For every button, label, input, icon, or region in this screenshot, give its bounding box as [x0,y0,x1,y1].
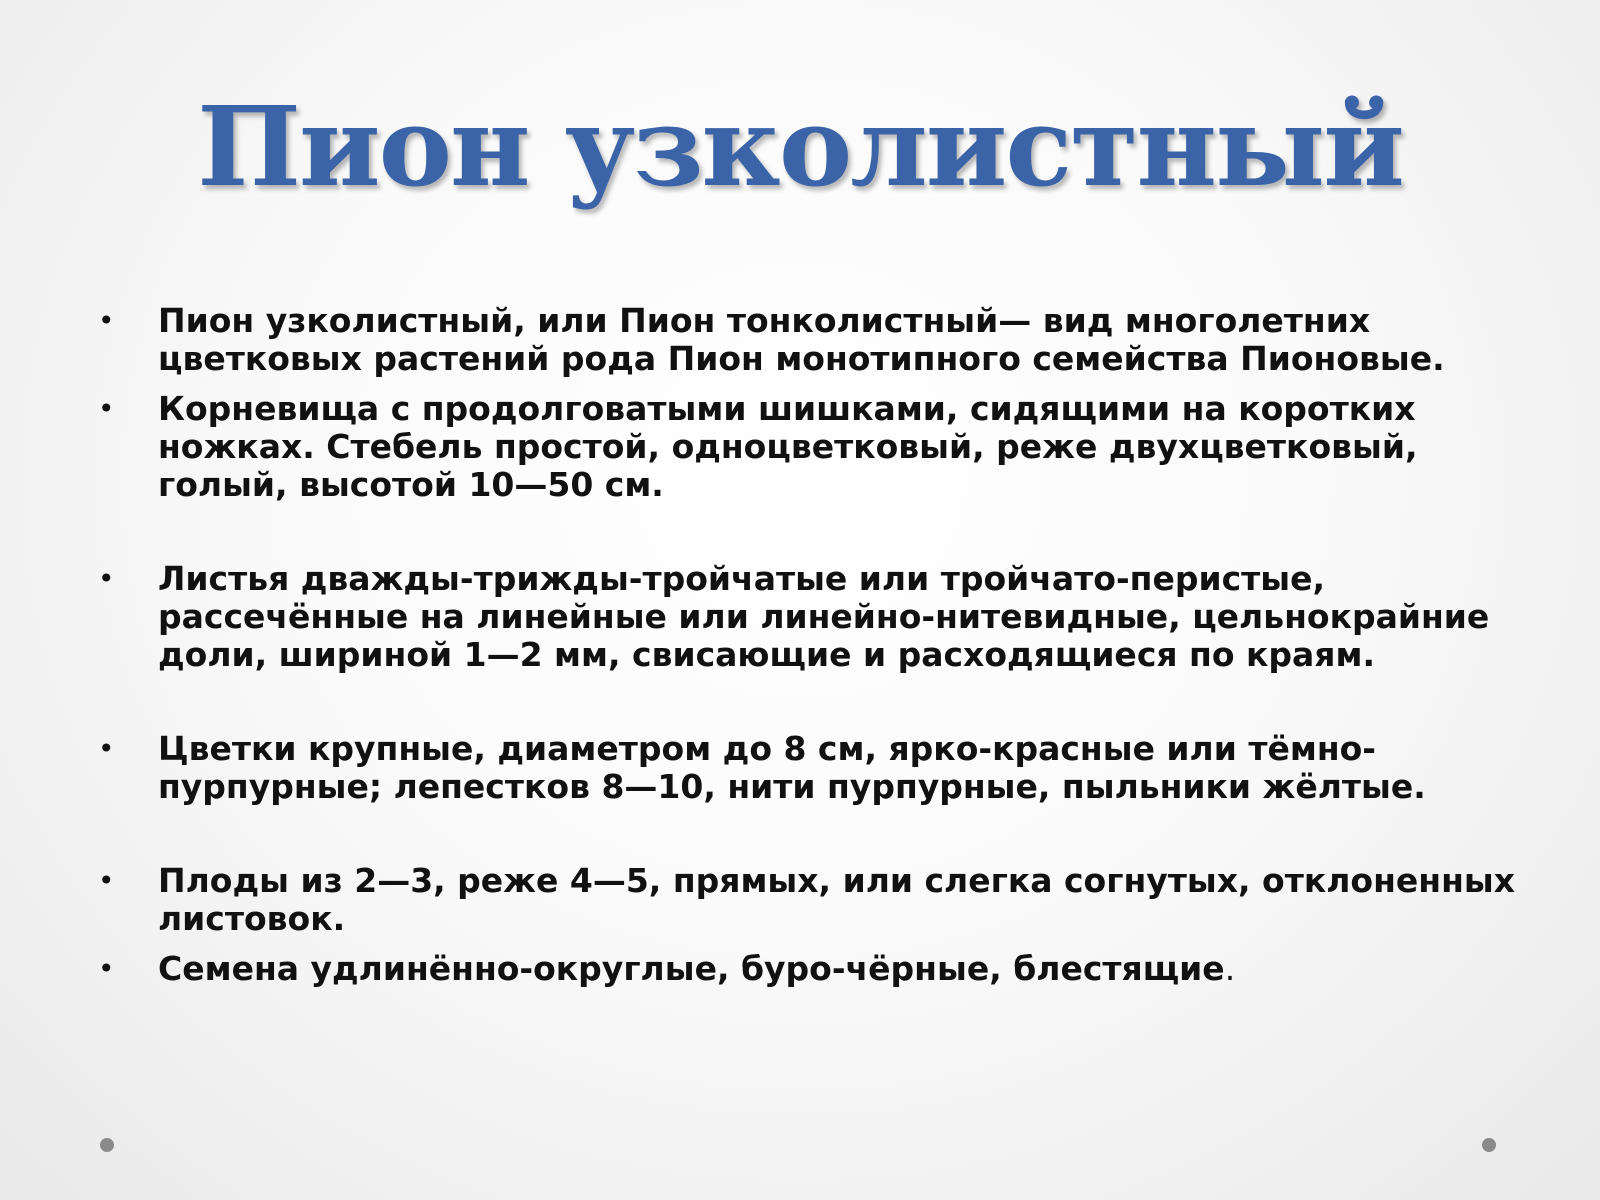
bullet-icon: • [98,732,115,765]
bullet-icon: • [98,304,115,337]
bullet-item [98,950,1518,988]
bullet-text: Пион узколистный, или Пион тонколистный— вид многолетних цветковых растений рода Пион монотипного семейства Пионовые. [158,301,1445,378]
bullet-icon: • [98,392,115,425]
bullet-item [98,560,1518,674]
bullet-icon: • [98,952,115,985]
bullet-item [98,730,1518,806]
bullet-text: Корневища с продолговатыми шишками, сидящими на коротких ножках. Стебель простой, одноцветковый, реже двухцветковый, голый, высотой 10—50 см. [158,389,1418,504]
bullet-text: Листья дважды-трижды-тройчатые или тройчато-перистые, рассечённые на линейные или линейно-нитевидные, цельнокрайние доли, шириной 1—2 мм, свисающие и расходящиеся по краям. [158,559,1490,674]
bullet-item [98,862,1518,938]
bullet-text: Цветки крупные, диаметром до 8 см, ярко-красные или тёмно-пурпурные; лепестков 8—10, нити пурпурные, пыльники жёлтые. [158,729,1426,806]
slide-title: Пион узколистный [197,82,1403,211]
bullet-icon: • [98,562,115,595]
bullet-list [98,302,1518,988]
bullet-item [98,390,1518,504]
bullet-text: Семена удлинённо-округлые, буро-чёрные, блестящие [158,949,1225,988]
bullet-text: Плоды из 2—3, реже 4—5, прямых, или слегка согнутых, отклоненных листовок. [158,861,1515,938]
decorative-dot-right [1482,1138,1496,1152]
bullet-item [98,302,1518,378]
bullet-icon: • [98,864,115,897]
bullet-text-tail: . [1224,949,1236,988]
decorative-dot-left [100,1138,114,1152]
